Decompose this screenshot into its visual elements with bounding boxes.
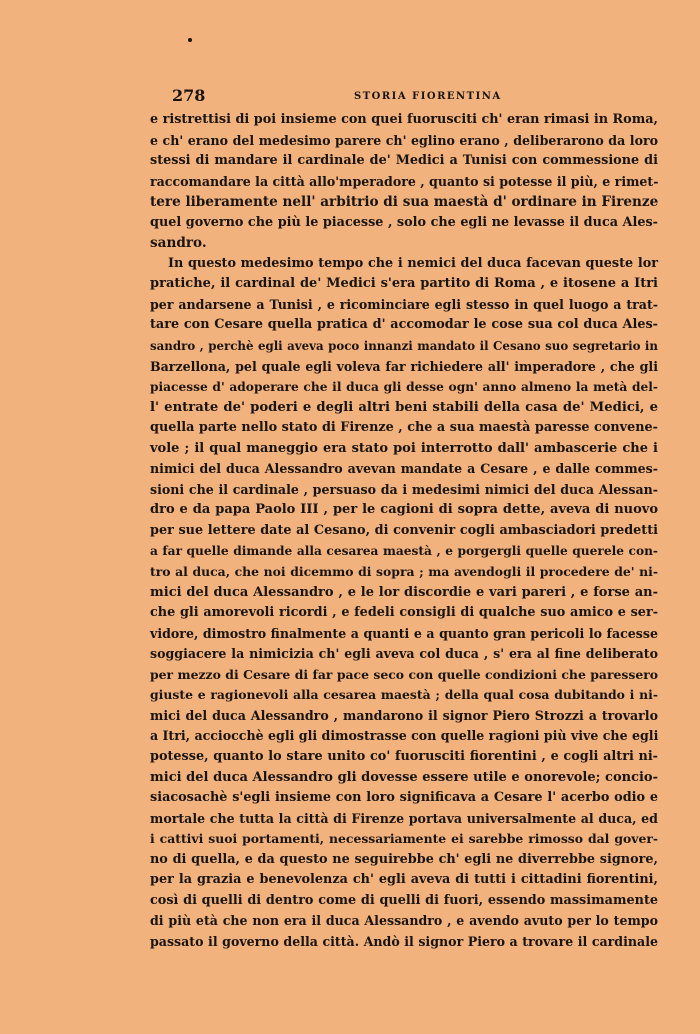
text-line: vidore, dimostro finalmente a quanti e a quanto gran pericoli lo facesse [150,625,658,641]
text-line: i cattivi suoi portamenti, necessariamente ei sarebbe rimosso dal gover- [150,831,658,847]
text-line: sioni che il cardinale , persuaso da i medesimi nimici del duca Alessan- [150,481,658,497]
text-line: potesse, quanto lo stare unito co' fuorusciti fiorentini , e cogli altri ni- [150,748,658,764]
text-line: per la grazia e benevolenza ch' egli aveva di tutti i cittadini fiorentini, [150,872,658,888]
text-line: giuste e ragionevoli alla cesarea maestà ; della qual cosa dubitando i ni- [150,687,658,703]
text-line: mici del duca Alessandro gli dovesse essere utile e onorevole; concio- [150,769,658,785]
text-line: soggiacere la nimicizia ch' egli aveva col duca , s' era al fine deliberato [150,646,658,662]
text-line: sandro. [150,235,207,252]
text-line: quel governo che più le piacesse , solo che egli ne levasse il duca Ales- [150,214,658,230]
text-line: a far quelle dimande alla cesarea maestà , e porgergli quelle querele con- [150,544,658,559]
text-line: per sue lettere date al Cesano, di convenir cogli ambasciadori predetti [150,522,658,538]
ink-speck [188,38,192,42]
text-line: per mezzo di Cesare di far pace seco con quelle condizioni che paressero [150,666,658,682]
text-line: e ch' erano del medesimo parere ch' eglino erano , deliberarono da loro [150,132,658,148]
text-line: tare con Cesare quella pratica d' accomodar le cose sua col duca Ales- [150,317,658,333]
running-title: STORIA FIORENTINA [354,91,502,102]
text-line: siacosachè s'egli insieme con loro significava a Cesare l' acerbo odio e [150,790,658,806]
text-line: raccomandare la città allo'mperadore , quanto si potesse il più, e rimet- [150,173,659,189]
text-line: pratiche, il cardinal de' Medici s'era partito di Roma , e itosene a Itri [150,276,658,292]
text-line: In questo medesimo tempo che i nemici del duca facevan queste lor [168,255,658,271]
page-header [172,86,658,108]
text-line: Barzellona, pel quale egli voleva far richiedere all' imperadore , che gli [150,358,658,374]
text-line: piacesse d' adoperare che il duca gli desse ogn' anno almeno la metà del- [150,380,658,395]
text-line: di più età che non era il duca Alessandro , e avendo avuto per lo tempo [150,913,658,929]
text-line: no di quella, e da questo ne seguirebbe ch' egli ne diverrebbe signore, [150,851,658,867]
text-line: che gli amorevoli ricordi , e fedeli consigli di qualche suo amico e ser- [150,605,658,621]
text-line: tro al duca, che noi dicemmo di sopra ; ma avendogli il procedere de' ni- [150,564,658,580]
text-line: a Itri, acciocchè egli gli dimostrasse con quelle ragioni più vive che egli [150,728,659,744]
text-line: per andarsene a Tunisi , e ricominciare egli stesso in quel luogo a trat- [150,296,658,312]
text-line: così di quelli di dentro come di quelli di fuori, essendo massimamente [150,892,658,908]
text-line: mici del duca Alessandro , e le lor discordie e vari pareri , e forse an- [150,584,658,600]
text-line: quella parte nello stato di Firenze , che a sua maestà paresse convene- [150,420,658,436]
page-number: 278 [172,86,206,105]
text-line: nimici del duca Alessandro avevan mandate a Cesare , e dalle commes- [150,461,658,477]
text-line: stessi di mandare il cardinale de' Medici a Tunisi con commessione di [150,153,658,169]
text-line: tere liberamente nell' arbitrio di sua maestà d' ordinare in Firenze [150,194,659,211]
text-line: vole ; il qual maneggio era stato poi interrotto dall' ambascerie che i [150,440,658,456]
body-text [150,110,658,952]
text-line: mici del duca Alessandro , mandarono il signor Piero Strozzi a trovarlo [150,707,658,723]
text-line: dro e da papa Paolo III , per le cagioni di sopra dette, aveva di nuovo [150,502,658,518]
text-line: l' entrate de' poderi e degli altri beni stabili della casa de' Medici, e [150,399,658,415]
text-line: passato il governo della città. Andò il signor Piero a trovare il cardinale [150,933,658,949]
text-line: sandro , perchè egli aveva poco innanzi mandato il Cesano suo segretario in [150,339,658,354]
text-line: mortale che tutta la città di Firenze portava universalmente al duca, ed [150,810,658,826]
text-line: e ristrettisi di poi insieme con quei fuorusciti ch' eran rimasi in Roma, [150,112,658,127]
